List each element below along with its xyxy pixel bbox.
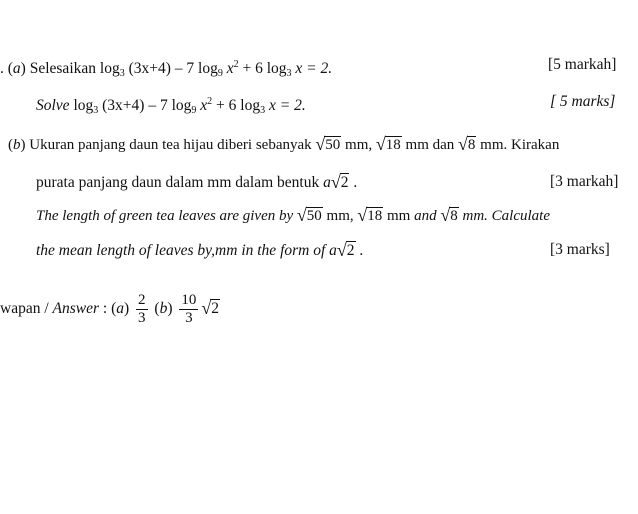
qb-mm1: mm, (341, 137, 376, 153)
qb-line2: purata panjang daun dalam mm dalam bentuk (36, 174, 324, 191)
qb-en-dot: . (355, 242, 364, 259)
qa-en-log3a: log (69, 97, 94, 114)
qa-prefix: . ( (0, 60, 13, 77)
answer-label-b-open: ( (150, 300, 160, 317)
answer-lead: wapan / (0, 300, 53, 317)
qa-log3a: log (99, 60, 120, 77)
sqrt-2-en: √2 (336, 240, 355, 260)
qa-exp: 2 (233, 59, 239, 70)
answer-word: Answer (52, 300, 100, 317)
qa-tail: x = 2. (291, 60, 333, 77)
qb-mm2: mm dan (401, 137, 459, 153)
sqrt-18: √18 (375, 134, 401, 154)
qb-en-mm1: mm, (322, 208, 358, 224)
sqrt-50-en: √50 (296, 205, 322, 225)
qb-open: ( (8, 137, 13, 153)
qa-arg1: (3x+4) – 7 (124, 60, 199, 77)
marks-b-english: [3 marks] (550, 241, 610, 258)
qb-en-and: and (414, 208, 437, 224)
question-a-english (36, 92, 306, 121)
qa-label: a (12, 60, 21, 77)
qa-x: x (222, 60, 234, 77)
qa-log3b: log (266, 60, 287, 77)
qa-log9: log (198, 60, 218, 77)
sqrt-18-en: √18 (357, 205, 383, 225)
qa-en-x: x (196, 97, 208, 114)
question-b-english-line1 (36, 205, 550, 226)
qa-en-base3a: 3 (93, 105, 99, 116)
marks-a-english: [ 5 marks] (550, 93, 616, 110)
qb-en-mm2: mm (383, 208, 415, 224)
question-a-malay (0, 55, 332, 84)
sqrt-2: √2 (330, 172, 349, 192)
qb-en-a: a (329, 242, 337, 259)
qa-en-base9: 9 (191, 105, 197, 116)
qa-en-arg1: (3x+4) – 7 (98, 97, 172, 114)
qa-en-base3b: 3 (260, 105, 266, 116)
answer-label-a-close: ) (123, 300, 130, 317)
qb-en-line2: the mean length of leaves by,mm in the form of (36, 242, 330, 259)
question-b-english-line2 (36, 240, 363, 261)
answer-label-b-close: ) (167, 300, 173, 317)
answer-label-a: a (116, 300, 124, 317)
answer-colon: : ( (99, 300, 117, 317)
qa-verb: Selesaikan (29, 60, 100, 77)
qa-en-tail: x = 2. (265, 97, 306, 114)
sqrt-50: √50 (315, 134, 341, 154)
qa-plus: + 6 (238, 60, 267, 77)
qb-dot: . (349, 174, 358, 191)
qa-en-verb: Solve (36, 97, 70, 114)
qb-close: ) (20, 137, 30, 153)
qa-en-log9: log (171, 97, 192, 114)
qb-label: b (13, 137, 21, 153)
answer-a-fraction: $\frac{2}{3}$ (138, 291, 146, 326)
qb-text2: mm. Kirakan (476, 137, 560, 153)
qb-en-text2: mm. Calculate (458, 208, 550, 224)
qa-base3a: 3 (119, 68, 125, 79)
answer-label-b: b (159, 300, 168, 317)
answer-line (0, 288, 220, 328)
question-b-malay-line1 (8, 134, 559, 155)
answer-b-sqrt: √2 (201, 298, 220, 318)
marks-b-malay: [3 markah] (550, 173, 619, 190)
qb-text1: Ukuran panjang daun tea hijau diberi sebanyak (29, 137, 316, 153)
qa-en-exp: 2 (207, 96, 213, 107)
qa-close: ) (20, 60, 30, 77)
answer-b-fraction: $\frac{10}{3}$ (181, 291, 197, 326)
qb-a: a (323, 174, 331, 191)
question-b-malay-line2 (36, 172, 357, 193)
qa-en-log3b: log (240, 97, 261, 114)
qa-base3b: 3 (286, 68, 292, 79)
sqrt-8: √8 (458, 134, 476, 154)
qa-base9: 9 (217, 68, 223, 79)
sqrt-8-en: √8 (440, 205, 458, 225)
marks-a-malay: [5 markah] (548, 56, 617, 73)
qb-en-text1: The length of green tea leaves are given by (36, 208, 297, 224)
qa-en-plus: + 6 (212, 97, 241, 114)
